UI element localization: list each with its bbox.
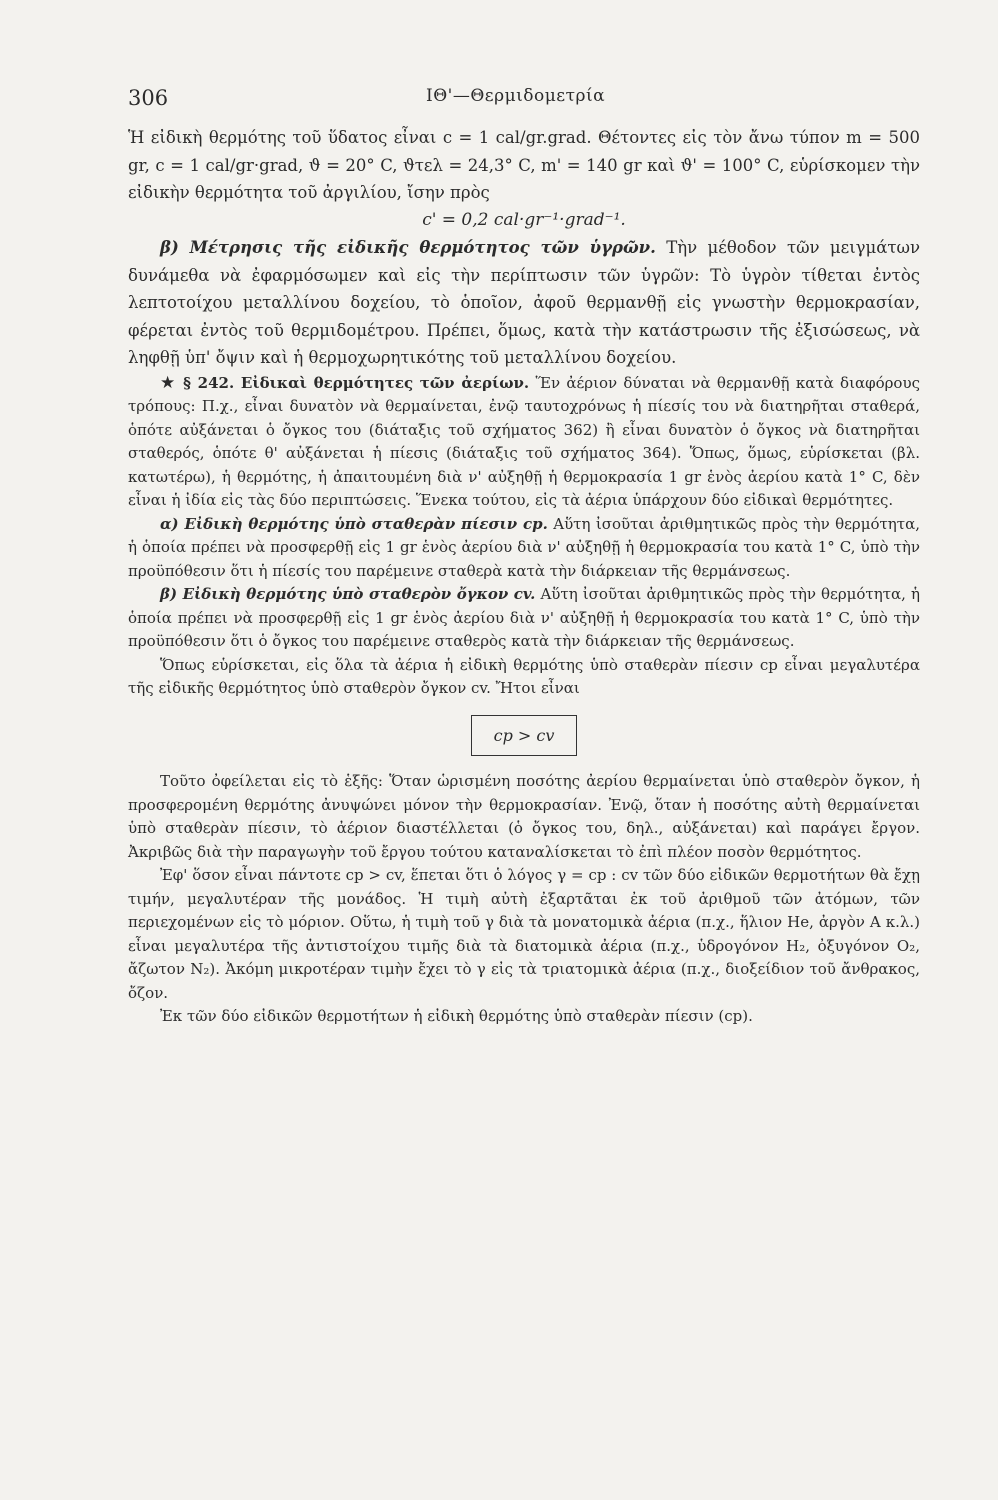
beta-paragraph [128,583,920,654]
page-number: 306 [128,86,169,110]
alpha-paragraph [128,513,920,584]
reason-paragraph: Τοῦτο ὀφείλεται εἰς τὸ ἑξῆς: Ὅταν ὡρισμένη ποσότης ἀερίου θερμαίνεται ὑπὸ σταθερὸν ὄγκον, ἡ προσφερομένη θερμότης ἀνυψώνει μόνον τὴν θερμοκρασίαν. Ἐνῷ, ὅταν ἡ ποσότης αὐτὴ θερμαίνεται ὑπὸ σταθερὰν πίεσιν, τὸ ἀέριον διαστέλλεται (ὁ ὄγκος του, δηλ., αὐξάνεται) καὶ παράγει ἔργον. Ἀκριβῶς διὰ τὴν παραγωγὴν τοῦ ἔργου τούτου καταναλίσκεται τὸ ἐπὶ πλέον ποσὸν θερμότητος. [128,772,920,861]
alpha-text: Αὕτη ἰσοῦται ἀριθμητικῶς πρὸς τὴν θερμότητα, ἡ ὁποία πρέπει νὰ προσφερθῇ εἰς 1 gr ἑνὸς ἀερίου διὰ ν' αὐξηθῇ ἡ θερμοκρασία του κατὰ 1° C, ὑπὸ τὴν προϋπόθεσιν ὅτι ἡ πίεσίς του παρέμεινε σταθερὰ κατὰ τὴν διάρκειαν τῆς θερμάνσεως. [128,514,920,580]
alpha-subheading: α) Εἰδικὴ θερμότης ὑπὸ σταθερὰν πίεσιν cp. [160,514,548,533]
star-icon: ★ [160,372,177,393]
running-title: ΙΘ'—Θερμιδομετρία [426,86,606,106]
boxed-inequality: cp > cv [471,715,578,757]
liquids-text: Τὴν μέθοδον τῶν μειγμάτων δυνάμεθα νὰ ἐφαρμόσωμεν καὶ εἰς τὴν περίπτωσιν τῶν ὑγρῶν: Τὸ ὑγρὸν τίθεται ἐντὸς λεπτοτοίχου μεταλλίνου δοχείου, τὸ ὁποῖον, ἀφοῦ θερμανθῇ εἰς γνωστὴν θερμοκρασίαν, φέρεται ἐντὸς τοῦ θερμιδομέτρου. Πρέπει, ὅμως, κατὰ τὴν κατάστρωσιν τῆς ἐξισώσεως, νὰ ληφθῇ ὑπ' ὄψιν καὶ ἡ θερμοχωρητικότης τοῦ μεταλλίνου δοχείου. [128,238,921,367]
section-heading: § 242. Εἰδικαὶ θερμότητες τῶν ἀερίων. [183,373,530,392]
liquids-subheading: β) Μέτρησις τῆς εἰδικῆς θερμότητος τῶν ὑγρῶν. [160,238,656,257]
page-header [128,86,928,116]
section-text: Ἕν ἀέριον δύναται νὰ θερμανθῇ κατὰ διαφόρους τρόπους: Π.χ., εἶναι δυνατὸν νὰ θερμαίνεται, ἐνῷ ταυτοχρόνως ἡ πίεσίς του νὰ διατηρῆται σταθερά, ὁπότε αὐξάνεται ὁ ὄγκος του (διάταξις τοῦ σχήματος 362) ἢ εἶναι δυνατὸν ὁ ὄγκος νὰ διατηρῆται σταθερός, ὁπότε θ' αὐξάνεται ἡ πίεσις (διάταξις τοῦ σχήματος 364). Ὅπως, ὅμως, εὑρίσκεται (βλ. κατωτέρω), ἡ θερμότης, ἡ ἀπαιτουμένη διὰ ν' αὐξηθῇ ἡ θερμοκρασία 1 gr ἑνὸς ἀερίου κατὰ 1° C, δὲν εἶναι ἡ ἰδία εἰς τὰς δύο περιπτώσεις. Ἕνεκα τούτου, εἰς τὰ ἀέρια ὑπάρχουν δύο εἰδικαὶ θερμότητες. [128,373,920,509]
liquids-paragraph [128,234,920,372]
gamma-paragraph: Ἐφ' ὅσον εἶναι πάντοτε cp > cv, ἕπεται ὅτι ὁ λόγος γ = cp : cv τῶν δύο εἰδικῶν θερμοτήτων θὰ ἔχῃ τιμήν, μεγαλυτέραν τῆς μονάδος. Ἡ τιμὴ αὐτὴ ἐξαρτᾶται ἐκ τοῦ ἀριθμοῦ τῶν ἀτόμων, τῶν περιεχομένων εἰς τὸ μόριον. Οὕτω, ἡ τιμὴ τοῦ γ διὰ τὰ μονατομικὰ ἀέρια (π.χ., ἥλιον He, ἀργὸν A κ.λ.) εἶναι μεγαλυτέρα τῆς ἀντιστοίχου τιμῆς διὰ τὰ διατομικὰ ἀέρια (π.χ., ὑδρογόνον H₂, ὀξυγόνον O₂, ἄζωτον N₂). Ἀκόμη μικροτέραν τιμὴν ἔχει τὸ γ εἰς τὰ τριατομικὰ ἀέρια (π.χ., διοξείδιον τοῦ ἄνθρακος, ὄζον. [128,866,920,1002]
boxed-inequality-wrapper [128,715,920,757]
last-paragraph: Ἐκ τῶν δύο εἰδικῶν θερμοτήτων ἡ εἰδικὴ θερμότης ὑπὸ σταθερὰν πίεσιν (cp). [160,1007,753,1025]
beta-subheading: β) Εἰδικὴ θερμότης ὑπὸ σταθερὸν ὄγκον cv. [160,585,536,603]
compare-paragraph: Ὅπως εὑρίσκεται, εἰς ὅλα τὰ ἀέρια ἡ εἰδικὴ θερμότης ὑπὸ σταθερὰν πίεσιν cp εἶναι μεγαλυτέρα τῆς εἰδικῆς θερμότητος ὑπὸ σταθερὸν ὄγκον cv. Ἤτοι εἶναι [128,655,920,697]
intro-paragraph: Ἡ εἰδικὴ θερμότης τοῦ ὕδατος εἶναι c = 1 cal/gr.grad. Θέτοντες εἰς τὸν ἄνω τύπον m = 500 gr, c = 1 cal/gr·grad, ϑ = 20° C, ϑτελ = 24,3° C, m' = 140 gr καὶ ϑ' = 100° C, εὑρίσκομεν τὴν εἰδικὴν θερμότητα τοῦ ἀργιλίου, ἴσην πρὸς [128,128,920,202]
section-242 [128,372,920,513]
page-body [128,124,920,1029]
beta-text: Αὕτη ἰσοῦται ἀριθμητικῶς πρὸς τὴν θερμότητα, ἡ ὁποία πρέπει νὰ προσφερθῇ εἰς 1 gr ἑνὸς ἀερίου διὰ ν' αὐξηθῇ ἡ θερμοκρασία του κατὰ 1° C, ὑπὸ τὴν προϋπόθεσιν ὅτι ὁ ὄγκος του παρέμεινε σταθερὸς κατὰ τὴν διάρκειαν τῆς θερμάνσεως. [128,585,920,650]
specific-heat-formula: c' = 0,2 cal·gr⁻¹·grad⁻¹. [422,209,626,230]
